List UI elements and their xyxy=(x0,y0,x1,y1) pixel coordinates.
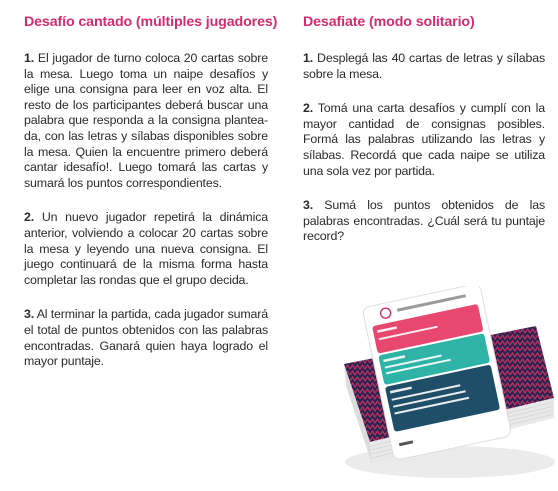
multiplayer-section xyxy=(24,14,278,389)
solitaire-section xyxy=(303,14,545,264)
step-number: 1. xyxy=(303,51,314,65)
step-text: Tomá una carta desafíos y cumplí con la mayor cantidad de consignas posibles. Formá las palabras utilizando las letras y sílabas. Recordá que cada naipe se utiliza una sola vez por partida. xyxy=(303,101,546,178)
step-number: 3. xyxy=(24,307,35,322)
card-deck-image xyxy=(300,286,556,486)
multiplayer-step-1 xyxy=(24,51,268,191)
card-deck-illustration xyxy=(300,286,556,486)
solitaire-title: Desafiate (modo solitario) xyxy=(303,14,475,30)
step-number: 1. xyxy=(24,51,35,65)
solitaire-step-1 xyxy=(303,51,545,82)
multiplayer-step-3 xyxy=(24,307,268,369)
step-text: Desplegá las 40 cartas de letras y sílabas sobre la mesa. xyxy=(303,51,545,81)
multiplayer-step-2 xyxy=(24,210,268,288)
step-number: 2. xyxy=(303,101,314,116)
solitaire-step-3 xyxy=(303,198,545,245)
step-text: El jugador de turno coloca 20 cartas sobre la mesa. Luego toma un naipe desafíos y elige una consigna para leer en voz alta. El resto de los participantes deberá buscar una palabra que responda a la consigna plantea-da, con las letras y sílabas disponibles sobre la mesa. Quien la encuentre primero deberá cantar idesafío!. Luego tomará las cartas y sumará los puntos correspondientes. xyxy=(24,51,268,190)
multiplayer-title: Desafío cantado (múltiples jugadores) xyxy=(24,14,278,30)
step-number: 3. xyxy=(303,198,314,213)
step-number: 2. xyxy=(24,210,35,225)
step-text: Sumá los puntos obtenidos de las palabras encontradas. ¿Cuál será tu puntaje record? xyxy=(303,198,546,244)
solitaire-step-2 xyxy=(303,101,545,179)
step-text: Un nuevo jugador repetirá la dinámica anterior, volviendo a colocar 20 cartas sobre la mesa y leyendo una nueva consigna. El juego continuará de la misma forma hasta completar las rondas que el grupo decida. xyxy=(24,210,268,287)
step-text: Al terminar la partida, cada jugador sumará el total de puntos obtenidos con las palabras encontradas. Ganará quien haya logrado el mayor puntaje. xyxy=(24,307,268,369)
